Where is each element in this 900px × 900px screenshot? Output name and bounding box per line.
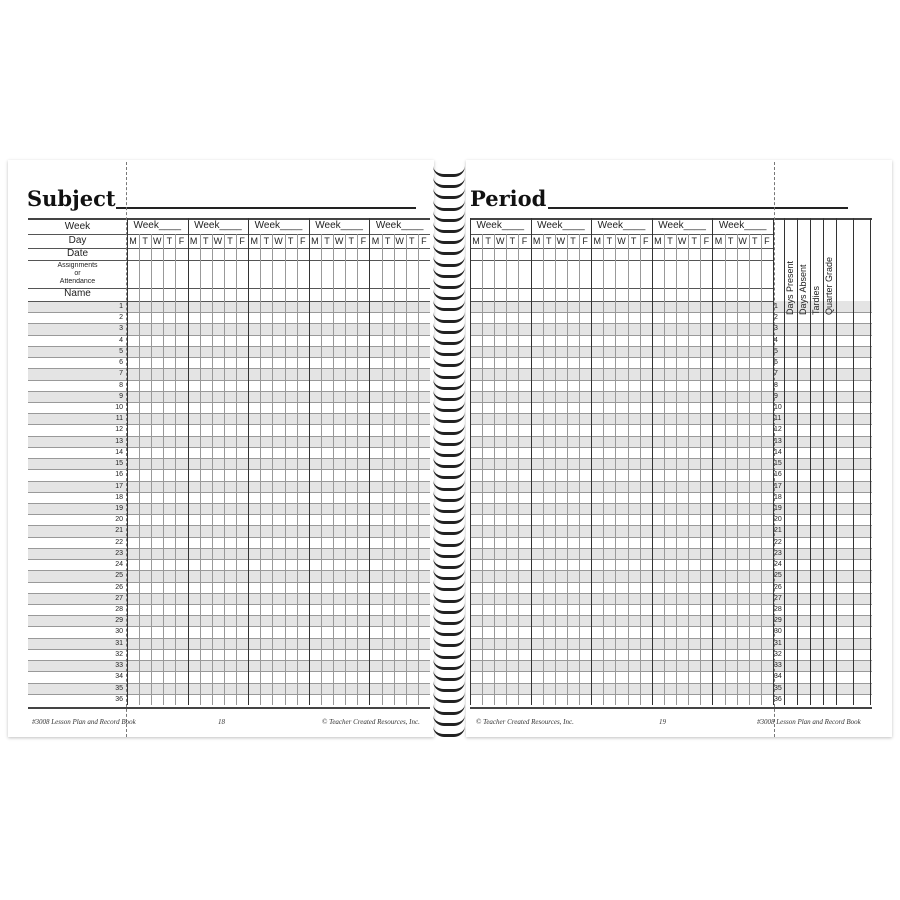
header-rule bbox=[470, 288, 773, 289]
spiral-coil bbox=[433, 580, 465, 591]
row-number: 2 bbox=[774, 314, 778, 322]
spiral-coil bbox=[433, 312, 465, 323]
row-number: 18 bbox=[774, 493, 782, 501]
subject-title: Subject bbox=[27, 186, 116, 211]
day-label: T bbox=[509, 236, 516, 246]
day-divider bbox=[175, 234, 176, 705]
row-number: 31 bbox=[774, 639, 782, 647]
day-label: M bbox=[472, 236, 480, 246]
day-label: T bbox=[667, 236, 673, 246]
day-label: T bbox=[409, 236, 415, 246]
student-name-cell[interactable]: 17 bbox=[115, 482, 123, 490]
header-rule bbox=[470, 301, 773, 302]
week-divider bbox=[248, 218, 249, 705]
student-name-cell[interactable]: 10 bbox=[115, 404, 123, 411]
spiral-coil bbox=[433, 715, 465, 726]
day-divider bbox=[676, 234, 677, 705]
cut-line-right bbox=[774, 162, 775, 737]
student-name-cell[interactable]: 9 bbox=[119, 392, 123, 400]
day-divider bbox=[139, 234, 140, 705]
spiral-coil bbox=[433, 636, 465, 647]
spiral-coil bbox=[433, 480, 465, 491]
week-divider bbox=[531, 218, 532, 705]
day-divider bbox=[285, 234, 286, 705]
spiral-coil bbox=[433, 390, 465, 401]
day-divider bbox=[406, 234, 407, 705]
spiral-coil bbox=[433, 614, 465, 625]
day-label: F bbox=[299, 236, 306, 246]
row-number: 5 bbox=[774, 347, 778, 355]
row-number: 3 bbox=[774, 325, 778, 333]
day-label: T bbox=[227, 236, 233, 246]
student-name-cell[interactable]: 7 bbox=[119, 370, 123, 378]
spiral-coil bbox=[433, 200, 465, 211]
row-number: 21 bbox=[774, 527, 782, 535]
spiral-coil bbox=[433, 536, 465, 547]
day-divider bbox=[737, 234, 738, 705]
student-name-cell[interactable]: 34 bbox=[115, 673, 123, 681]
day-divider bbox=[382, 234, 383, 705]
day-label: T bbox=[384, 236, 391, 246]
row-number: 26 bbox=[774, 583, 782, 591]
subject-line[interactable] bbox=[116, 207, 416, 209]
student-name-cell[interactable]: 30 bbox=[115, 628, 123, 636]
student-name-cell[interactable]: 32 bbox=[115, 650, 123, 658]
week-divider bbox=[309, 218, 310, 705]
day-label: F bbox=[582, 236, 588, 246]
day-divider bbox=[518, 234, 519, 705]
summary-header-tardies: Tardies bbox=[811, 285, 821, 315]
summary-header-days-absent: Days Absent bbox=[798, 264, 808, 315]
row-number: 17 bbox=[774, 482, 782, 490]
day-label: T bbox=[570, 236, 576, 246]
name-header: Name bbox=[64, 288, 91, 299]
week-divider bbox=[652, 218, 653, 705]
spiral-coil bbox=[433, 547, 465, 558]
student-name-cell[interactable]: 15 bbox=[115, 460, 123, 468]
spiral-coil bbox=[433, 502, 465, 513]
spiral-coil bbox=[433, 211, 465, 222]
header-rule bbox=[470, 248, 773, 249]
day-label: M bbox=[593, 236, 601, 246]
spiral-coil bbox=[433, 278, 465, 289]
spiral-coil bbox=[433, 289, 465, 300]
row-number: 9 bbox=[774, 392, 778, 400]
spiral-coil bbox=[433, 345, 465, 356]
day-divider bbox=[297, 234, 298, 705]
row-number: 22 bbox=[774, 538, 782, 546]
spiral-coil bbox=[433, 256, 465, 267]
row-number: 25 bbox=[774, 572, 782, 580]
row-number: 24 bbox=[774, 561, 782, 569]
day-divider bbox=[567, 234, 568, 705]
day-divider bbox=[418, 234, 419, 705]
day-label: T bbox=[348, 236, 354, 246]
day-divider bbox=[543, 234, 544, 705]
spiral-coil bbox=[433, 726, 465, 737]
spiral-coil bbox=[433, 625, 465, 636]
row-number: 8 bbox=[774, 381, 778, 389]
spiral-coil bbox=[433, 468, 465, 479]
day-label: T bbox=[606, 236, 613, 246]
student-name-cell[interactable]: 8 bbox=[119, 381, 123, 389]
footer-book-left: #3008 Lesson Plan and Record Book bbox=[32, 718, 136, 726]
assignments-header-or: or bbox=[74, 270, 81, 277]
spiral-coil bbox=[433, 424, 465, 435]
spiral-coil bbox=[433, 177, 465, 188]
day-divider bbox=[212, 234, 213, 705]
week-label[interactable]: Week____ bbox=[254, 220, 303, 231]
spiral-coil bbox=[433, 356, 465, 367]
spiral-coil bbox=[433, 188, 465, 199]
student-name-cell[interactable]: 35 bbox=[115, 684, 123, 692]
student-name-cell[interactable]: 5 bbox=[119, 347, 123, 355]
student-name-cell[interactable]: 31 bbox=[115, 639, 123, 647]
spiral-coil bbox=[433, 692, 465, 703]
student-name-cell[interactable]: 12 bbox=[115, 426, 123, 434]
day-label: T bbox=[166, 236, 173, 246]
student-name-cell[interactable]: 26 bbox=[115, 583, 123, 591]
row-number: 35 bbox=[774, 684, 782, 692]
student-name-cell[interactable]: 20 bbox=[115, 516, 123, 524]
row-number: 27 bbox=[774, 594, 782, 602]
spiral-coil bbox=[433, 569, 465, 580]
header-rule bbox=[470, 234, 773, 235]
day-label: M bbox=[532, 236, 541, 246]
footer-copyright-left: © Teacher Created Resources, Inc. bbox=[322, 718, 420, 726]
day-label: W bbox=[153, 236, 162, 246]
assignments-header: Assignments bbox=[57, 262, 98, 269]
day-label: T bbox=[263, 236, 270, 246]
day-label: T bbox=[485, 236, 491, 246]
summary-header-days-present: Days Present bbox=[785, 260, 795, 315]
spiral-coil bbox=[433, 681, 465, 692]
day-label: W bbox=[274, 236, 283, 246]
day-label: W bbox=[617, 236, 626, 246]
header-rule bbox=[470, 260, 773, 261]
day-label: M bbox=[189, 236, 198, 246]
row-number: 12 bbox=[774, 426, 782, 434]
student-name-cell[interactable]: 19 bbox=[115, 505, 123, 512]
spiral-coil bbox=[433, 379, 465, 390]
day-label: F bbox=[703, 236, 710, 246]
spiral-coil bbox=[433, 300, 465, 311]
spiral-coil bbox=[433, 334, 465, 345]
spiral-coil bbox=[433, 446, 465, 457]
day-label: T bbox=[142, 236, 148, 246]
day-divider bbox=[700, 234, 701, 705]
cut-line-left bbox=[126, 162, 127, 737]
day-header: Day bbox=[68, 235, 87, 246]
day-label: W bbox=[677, 236, 687, 246]
day-divider bbox=[494, 234, 495, 705]
day-label: M bbox=[714, 236, 723, 246]
day-divider bbox=[321, 234, 322, 705]
summary-column-divider bbox=[870, 218, 871, 705]
spiral-coil bbox=[433, 267, 465, 278]
day-divider bbox=[628, 234, 629, 705]
spiral-coil bbox=[433, 524, 465, 535]
spiral-coil bbox=[433, 368, 465, 379]
day-label: M bbox=[129, 236, 137, 246]
day-label: W bbox=[738, 236, 747, 246]
student-name-cell[interactable]: 11 bbox=[115, 415, 123, 423]
day-divider bbox=[749, 234, 750, 705]
day-label: F bbox=[764, 236, 770, 246]
row-number: 4 bbox=[774, 336, 778, 344]
week-divider bbox=[127, 218, 128, 705]
week-divider bbox=[591, 218, 592, 705]
row-number: 11 bbox=[774, 415, 782, 423]
day-divider bbox=[640, 234, 641, 705]
day-divider bbox=[260, 234, 261, 705]
week-label[interactable]: Week____ bbox=[375, 220, 424, 231]
row-number: 14 bbox=[774, 448, 782, 456]
student-name-cell[interactable]: 21 bbox=[115, 527, 123, 535]
row-number: 36 bbox=[774, 695, 782, 703]
week-label[interactable]: Week____ bbox=[194, 220, 242, 231]
day-label: M bbox=[371, 236, 380, 246]
week-label[interactable]: Week____ bbox=[133, 220, 182, 231]
summary-column-divider bbox=[836, 218, 837, 705]
day-divider bbox=[333, 234, 334, 705]
week-divider bbox=[188, 218, 189, 705]
day-label: T bbox=[324, 236, 330, 246]
day-divider bbox=[555, 234, 556, 705]
day-divider bbox=[272, 234, 273, 705]
row-number: 33 bbox=[774, 662, 782, 670]
row-number: 6 bbox=[774, 359, 778, 367]
row-number: 20 bbox=[774, 516, 782, 524]
spiral-coil bbox=[433, 323, 465, 334]
day-divider bbox=[200, 234, 201, 705]
student-name-cell[interactable]: 14 bbox=[115, 448, 123, 456]
row-number: 15 bbox=[774, 460, 782, 468]
row-number: 34 bbox=[774, 673, 782, 681]
day-label: F bbox=[642, 236, 649, 246]
day-label: M bbox=[250, 236, 258, 246]
spiral-coil bbox=[433, 704, 465, 715]
day-divider bbox=[615, 234, 616, 705]
row-number: 16 bbox=[774, 471, 782, 479]
day-label: T bbox=[546, 236, 552, 246]
day-label: F bbox=[239, 236, 245, 246]
week-label[interactable]: Week____ bbox=[537, 220, 585, 231]
spiral-coil bbox=[433, 648, 465, 659]
student-name-cell[interactable]: 3 bbox=[119, 325, 123, 333]
day-divider bbox=[506, 234, 507, 705]
summary-column-divider bbox=[853, 218, 854, 705]
row-number: 10 bbox=[774, 404, 782, 411]
day-label: W bbox=[556, 236, 566, 246]
day-divider bbox=[357, 234, 358, 705]
student-name-cell[interactable]: 22 bbox=[115, 538, 123, 546]
day-label: W bbox=[496, 236, 505, 246]
footer-page-right: 19 bbox=[659, 718, 666, 726]
spiral-coil bbox=[433, 491, 465, 502]
student-name-cell[interactable]: 29 bbox=[115, 617, 123, 625]
day-divider bbox=[163, 234, 164, 705]
day-label: T bbox=[203, 236, 209, 246]
week-divider bbox=[712, 218, 713, 705]
student-name-cell[interactable]: 1 bbox=[119, 303, 123, 310]
day-label: F bbox=[521, 236, 528, 246]
spiral-coil bbox=[433, 513, 465, 524]
summary-header-quarter-grade: Quarter Grade bbox=[824, 256, 834, 315]
day-label: W bbox=[395, 236, 404, 246]
day-divider bbox=[482, 234, 483, 705]
day-divider bbox=[664, 234, 665, 705]
row-number: 29 bbox=[774, 617, 782, 625]
day-label: F bbox=[421, 236, 427, 246]
student-name-cell[interactable]: 2 bbox=[119, 314, 123, 322]
row-number: 28 bbox=[774, 606, 782, 613]
student-name-cell[interactable]: 28 bbox=[115, 606, 123, 613]
spiral-coil bbox=[433, 435, 465, 446]
day-label: F bbox=[178, 236, 185, 246]
student-name-cell[interactable]: 6 bbox=[119, 359, 123, 367]
student-name-cell[interactable]: 18 bbox=[115, 493, 123, 501]
day-label: W bbox=[213, 236, 223, 246]
spiral-coil bbox=[433, 233, 465, 244]
spiral-coil bbox=[433, 222, 465, 233]
student-name-cell[interactable]: 24 bbox=[115, 561, 123, 569]
spiral-coil bbox=[433, 558, 465, 569]
spiral-coil bbox=[433, 659, 465, 670]
student-name-cell[interactable]: 4 bbox=[119, 336, 123, 344]
student-name-cell[interactable]: 33 bbox=[115, 662, 123, 670]
student-name-cell[interactable]: 25 bbox=[115, 572, 123, 580]
day-label: W bbox=[334, 236, 344, 246]
day-label: F bbox=[360, 236, 367, 246]
day-label: M bbox=[654, 236, 662, 246]
student-name-cell[interactable]: 36 bbox=[115, 695, 123, 703]
row-number: 30 bbox=[774, 628, 782, 636]
date-header: Date bbox=[66, 248, 89, 259]
day-divider bbox=[236, 234, 237, 705]
spiral-coil bbox=[433, 244, 465, 255]
week-label[interactable]: Week____ bbox=[315, 220, 363, 231]
day-label: M bbox=[311, 236, 319, 246]
student-name-cell[interactable]: 27 bbox=[115, 594, 123, 602]
day-divider bbox=[394, 234, 395, 705]
row-number: 7 bbox=[774, 370, 778, 378]
week-label[interactable]: Week____ bbox=[718, 220, 767, 231]
period-title: Period bbox=[470, 186, 547, 211]
day-divider bbox=[725, 234, 726, 705]
assignments-header-attendance: Attendance bbox=[59, 278, 96, 285]
row-number: 13 bbox=[774, 437, 782, 445]
row-number: 32 bbox=[774, 650, 782, 658]
spiral-coil bbox=[433, 166, 465, 177]
day-label: T bbox=[752, 236, 758, 246]
day-divider bbox=[603, 234, 604, 705]
student-name-cell[interactable]: 16 bbox=[115, 471, 123, 479]
spiral-coil bbox=[433, 603, 465, 614]
spiral-coil bbox=[433, 670, 465, 681]
day-divider bbox=[688, 234, 689, 705]
week-label[interactable]: Week____ bbox=[476, 220, 525, 231]
footer-copyright-right: © Teacher Created Resources, Inc. bbox=[476, 718, 574, 726]
spiral-coil bbox=[433, 592, 465, 603]
day-divider bbox=[151, 234, 152, 705]
student-name-cell[interactable]: 13 bbox=[115, 437, 123, 445]
week-header: Week bbox=[64, 221, 91, 232]
spiral-coil bbox=[433, 401, 465, 412]
day-label: T bbox=[691, 236, 697, 246]
week-label[interactable]: Week____ bbox=[658, 220, 706, 231]
week-divider bbox=[470, 218, 471, 705]
row-number: 1 bbox=[774, 303, 778, 310]
spiral-coil bbox=[433, 457, 465, 468]
footer-book-right: #3008 Lesson Plan and Record Book bbox=[757, 718, 861, 726]
day-label: T bbox=[727, 236, 734, 246]
day-divider bbox=[345, 234, 346, 705]
row-number: 19 bbox=[774, 505, 782, 512]
day-divider bbox=[761, 234, 762, 705]
footer-page-left: 18 bbox=[218, 718, 225, 726]
row-number: 23 bbox=[774, 549, 782, 557]
day-label: T bbox=[630, 236, 637, 246]
spiral-coil bbox=[433, 412, 465, 423]
day-label: T bbox=[287, 236, 294, 246]
week-divider bbox=[369, 218, 370, 705]
day-divider bbox=[224, 234, 225, 705]
day-divider bbox=[579, 234, 580, 705]
period-line[interactable] bbox=[548, 207, 848, 209]
week-label[interactable]: Week____ bbox=[597, 220, 646, 231]
student-name-cell[interactable]: 23 bbox=[115, 549, 123, 557]
